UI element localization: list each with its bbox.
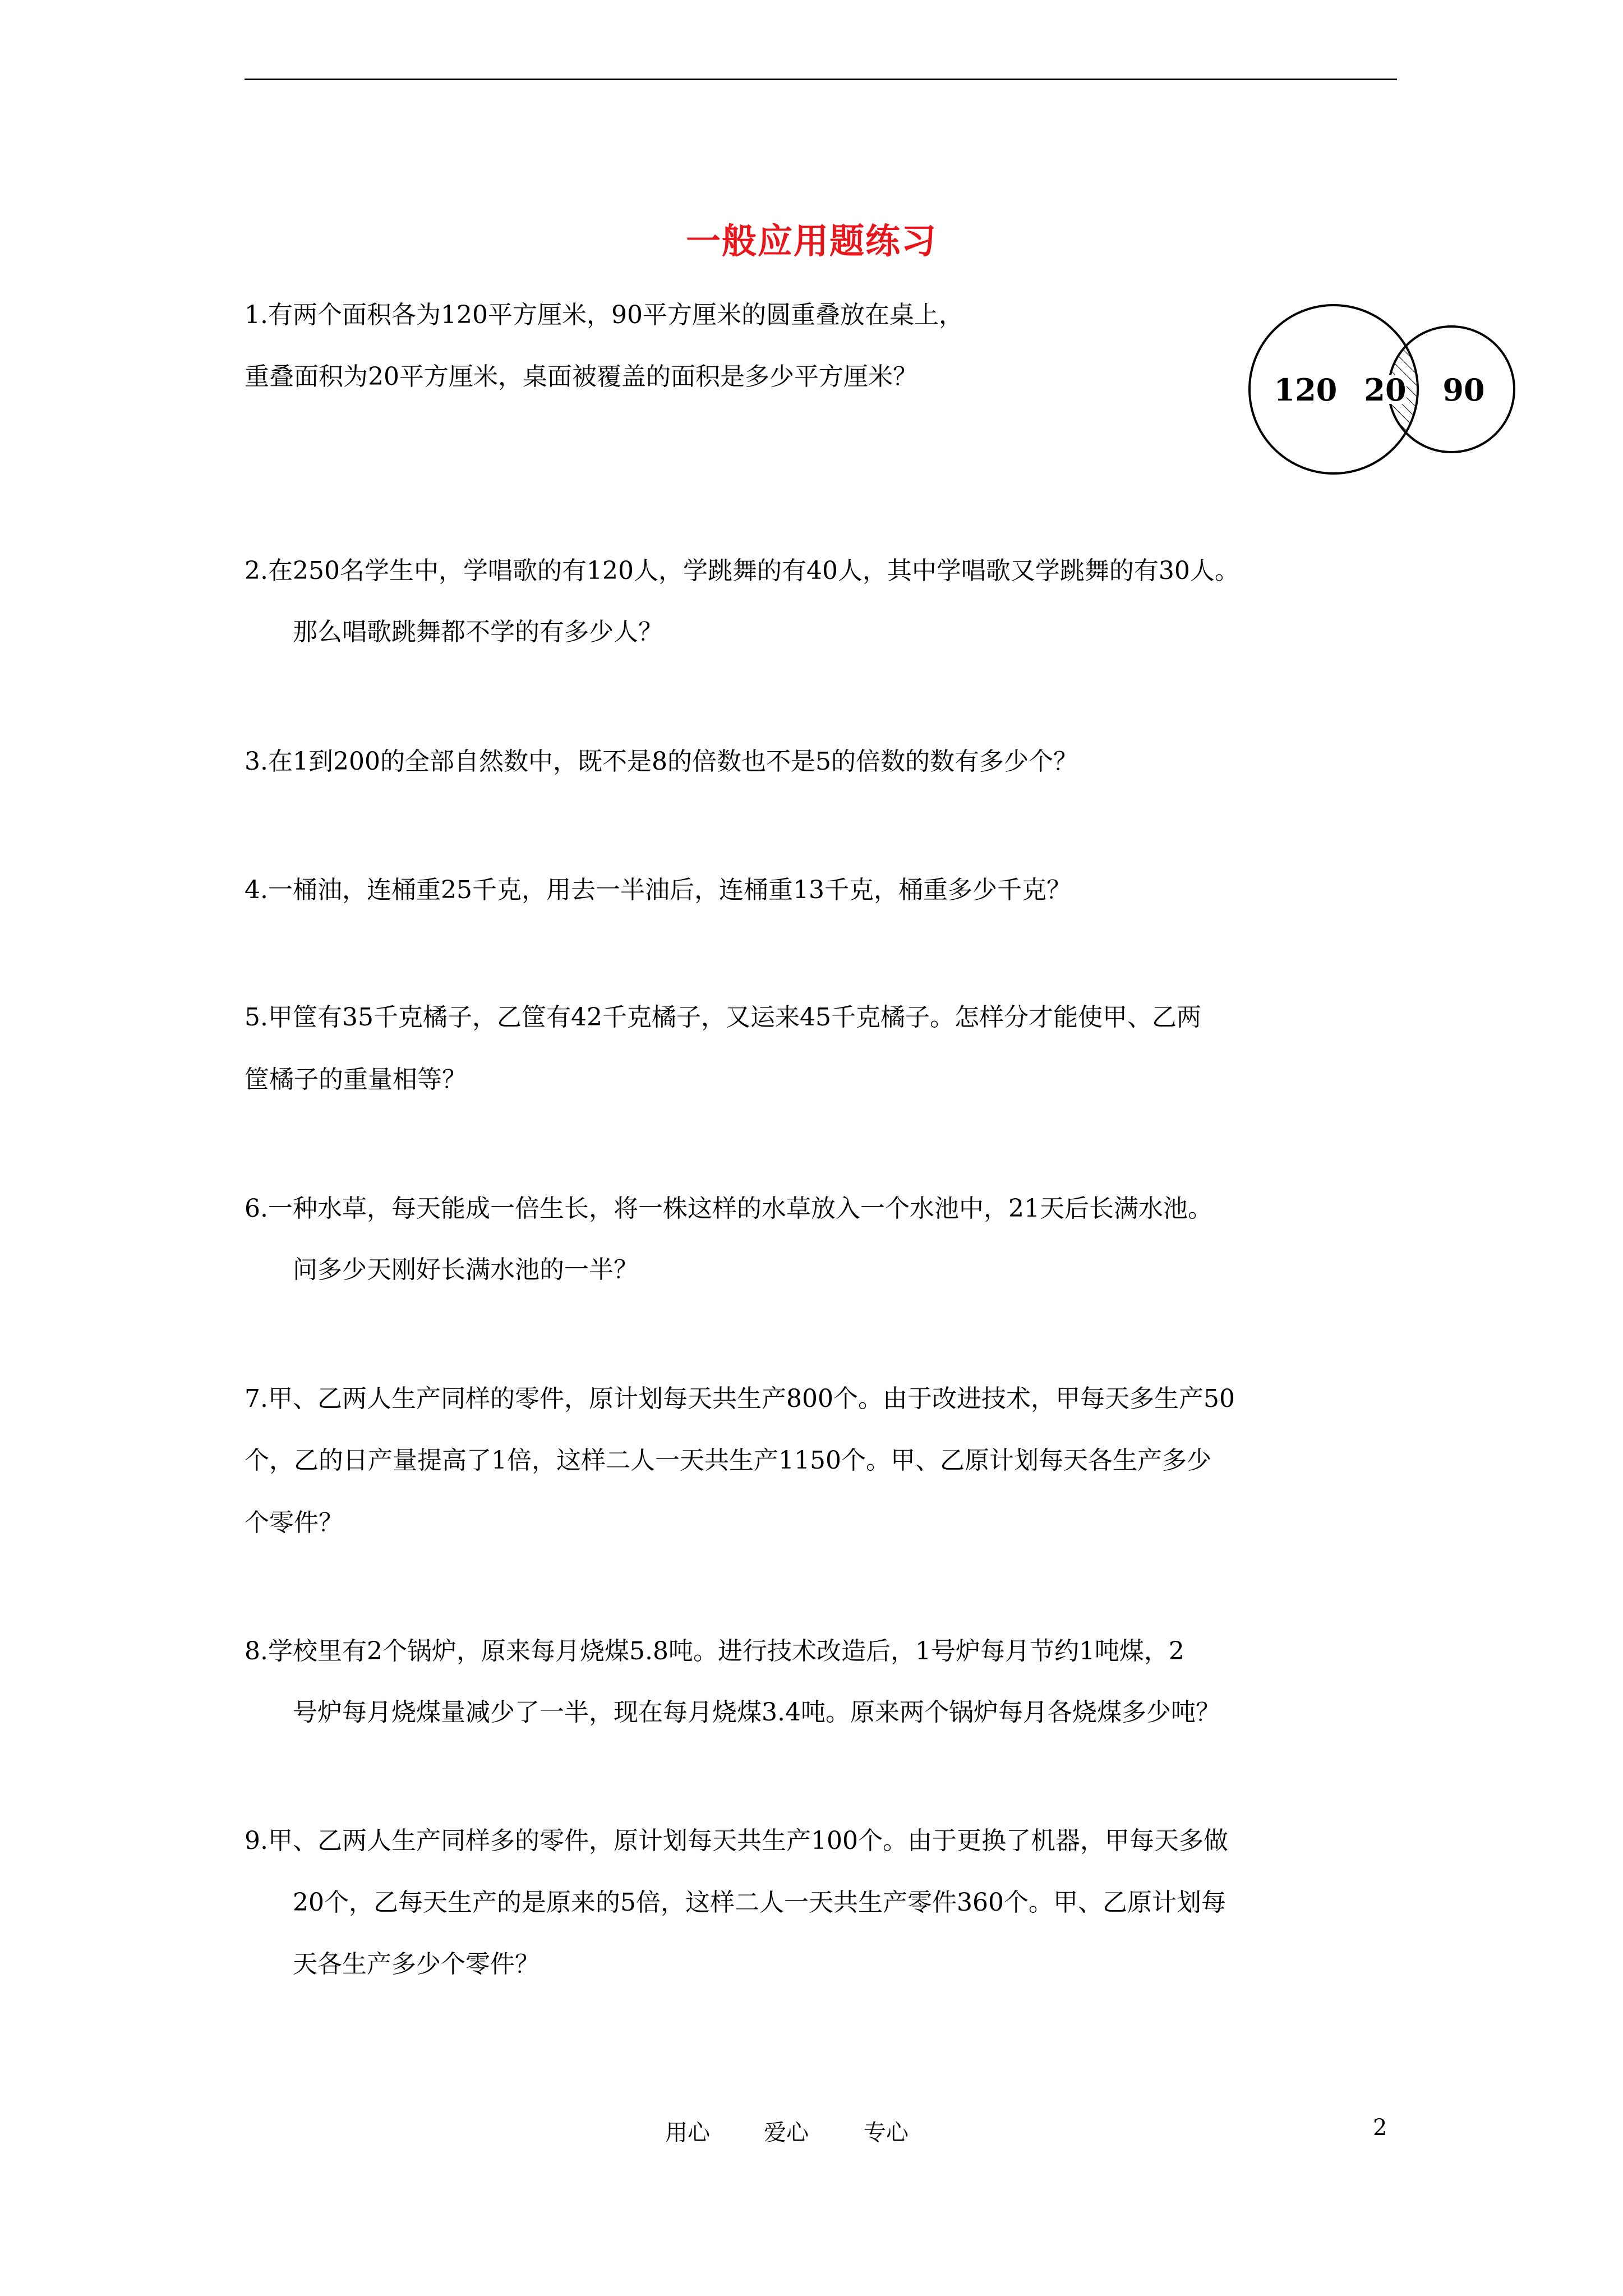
question-2-line-1: 2.在250名学生中，学唱歌的有120人，学跳舞的有40人，其中学唱歌又学跳舞的有30人。: [245, 556, 1239, 585]
question-9-line-1: 9.甲、乙两人生产同样多的零件，原计划每天共生产100个。由于更换了机器，甲每天多做: [245, 1826, 1228, 1855]
venn-overlap-value: 20: [1364, 372, 1407, 408]
header-rule: [245, 79, 1397, 80]
question-7-line-2: 个，乙的日产量提高了1倍，这样二人一天共生产1150个。甲、乙原计划每天各生产多少: [245, 1446, 1211, 1475]
question-5-line-1: 5.甲筐有35千克橘子，乙筐有42千克橘子，又运来45千克橘子。怎样分才能使甲、乙两: [245, 1003, 1201, 1032]
question-4-line-1: 4.一桶油，连桶重25千克，用去一半油后，连桶重13千克，桶重多少千克？: [245, 876, 1071, 904]
question-9-line-3: 天各生产多少个零件？: [293, 1950, 540, 1978]
page-title: 一般应用题练习: [685, 220, 937, 261]
question-6-line-1: 6.一种水草，每天能成一倍生长，将一株这样的水草放入一个水池中，21天后长满水池。: [245, 1194, 1212, 1223]
venn-right-value: 90: [1442, 372, 1485, 408]
question-8-line-2: 号炉每月烧煤量减少了一半，现在每月烧煤3.4吨。原来两个锅炉每月各烧煤多少吨？: [293, 1698, 1220, 1727]
question-6-line-2: 问多少天刚好长满水池的一半？: [293, 1255, 638, 1284]
question-3-line-1: 3.在1到200的全部自然数中，既不是8的倍数也不是5的倍数的数有多少个？: [245, 747, 1078, 776]
venn-diagram: [1239, 297, 1520, 482]
question-8-line-1: 8.学校里有2个锅炉，原来每月烧煤5.8吨。进行技术改造后，1号炉每月节约1吨煤，2: [245, 1637, 1184, 1665]
footer-word-1: 用心: [665, 2120, 710, 2146]
question-2-line-2: 那么唱歌跳舞都不学的有多少人？: [293, 618, 663, 646]
question-7-line-1: 7.甲、乙两人生产同样的零件，原计划每天共生产800个。由于改进技术，甲每天多生产50: [245, 1384, 1235, 1413]
footer-word-2: 爱心: [764, 2120, 809, 2146]
venn-left-value: 120: [1274, 372, 1338, 408]
footer-word-3: 专心: [864, 2120, 909, 2146]
question-9-line-2: 20个，乙每天生产的是原来的5倍，这样二人一天共生产零件360个。甲、乙原计划每: [293, 1888, 1226, 1917]
question-1-line-1: 1.有两个面积各为120平方厘米，90平方厘米的圆重叠放在桌上，: [245, 301, 963, 329]
question-1-line-2: 重叠面积为20平方厘米，桌面被覆盖的面积是多少平方厘米？: [245, 362, 917, 391]
question-7-line-3: 个零件？: [245, 1508, 343, 1537]
question-5-line-2: 筐橘子的重量相等？: [245, 1065, 467, 1094]
page-number: 2: [1373, 2115, 1387, 2141]
